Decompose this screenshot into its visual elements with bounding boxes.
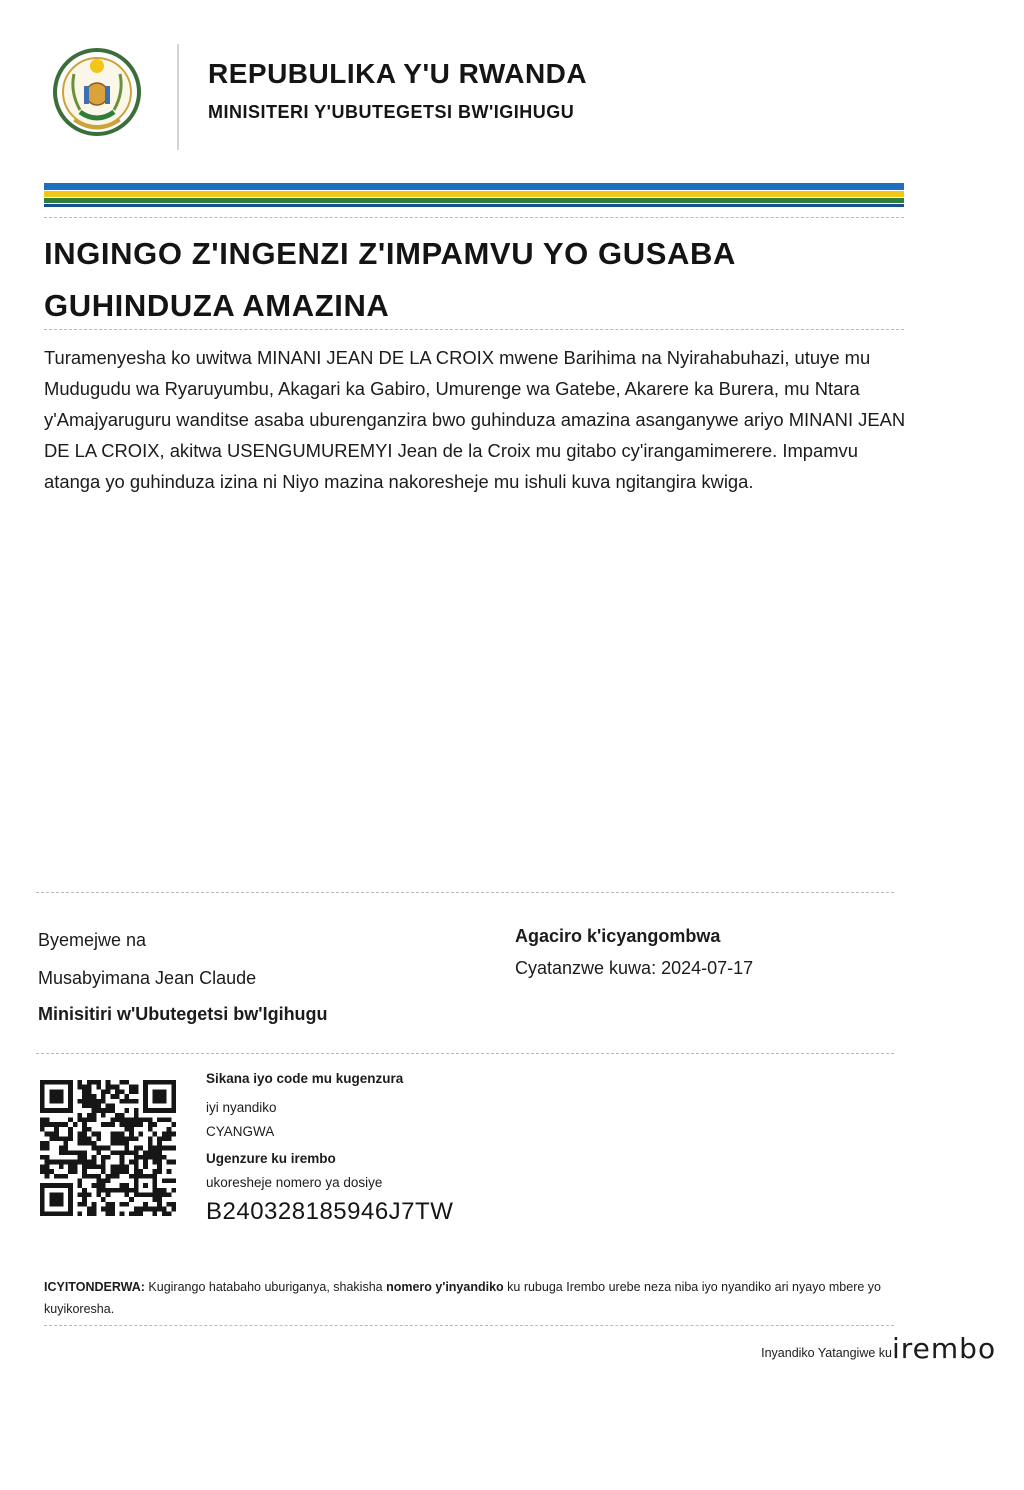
verify-line5: ukoresheje nomero ya dosiye bbox=[206, 1175, 383, 1190]
verify-line3: CYANGWA bbox=[206, 1124, 275, 1139]
notice-label: ICYITONDERWA: bbox=[44, 1280, 145, 1294]
separator bbox=[36, 892, 894, 893]
notice-text-1: Kugirango hatabaho uburiganya, shakisha bbox=[144, 1280, 387, 1294]
approver-title: Minisitiri w'Ubutegetsi bw'Igihugu bbox=[38, 1004, 328, 1024]
document-title-line2: GUHINDUZA AMAZINA bbox=[44, 288, 390, 323]
flag-color-band bbox=[44, 183, 904, 209]
verify-line2: iyi nyandiko bbox=[206, 1100, 277, 1115]
irembo-logo: irembo bbox=[892, 1332, 997, 1365]
approved-by-label: Byemejwe na bbox=[38, 930, 147, 950]
issued-by-label: Inyandiko Yatangiwe ku bbox=[761, 1346, 892, 1360]
document-title bbox=[44, 228, 904, 332]
rwanda-coat-of-arms-icon bbox=[50, 44, 144, 140]
ministry-name: MINISITERI Y'UBUTEGETSI BW'IGIHUGU bbox=[208, 102, 575, 122]
verify-line4: Ugenzure ku irembo bbox=[206, 1151, 336, 1166]
reference-number: B240328185946J7TW bbox=[206, 1198, 454, 1225]
separator bbox=[36, 1053, 894, 1054]
separator bbox=[44, 217, 904, 218]
separator bbox=[44, 1325, 894, 1326]
notice bbox=[44, 1276, 894, 1320]
issue-date: Cyatanzwe kuwa: 2024-07-17 bbox=[515, 958, 754, 978]
document-body: Turamenyesha ko uwitwa MINANI JEAN DE LA CROIX mwene Barihima na Nyirahabuhazi, utuye mu Mudugudu wa Ryaruyumbu, Akagari ka Gabiro, Umurenge wa Gatebe, Akarere ka Burera, mu Ntara y'Amajyaruguru wanditse asaba uburenganzira bwo guhinduza amazina asanganywe ariyo MINANI JEAN DE LA CROIX, akitwa USENGUMUREMYI Jean de la Croix mu gitabo cy'irangamimerere. Impamvu atanga yo guhinduza izina ni Niyo mazina nakoresheje mu ishuli kuva ngitangira kwiga. bbox=[44, 347, 906, 492]
header-divider bbox=[177, 44, 179, 150]
separator bbox=[44, 329, 904, 330]
qr-code-icon bbox=[40, 1078, 176, 1218]
validity-label: Agaciro k'icyangombwa bbox=[515, 926, 721, 946]
approver-name: Musabyimana Jean Claude bbox=[38, 968, 257, 988]
republic-name: REPUBULIKA Y'U RWANDA bbox=[208, 58, 588, 89]
notice-text-2: ku rubuga Irembo urebe neza niba iyo nyandiko ari nyayo mbere yo kuyikoresha. bbox=[44, 1280, 881, 1316]
notice-emphasis: nomero y'inyandiko bbox=[386, 1280, 504, 1294]
document-title-line1: INGINGO Z'INGENZI Z'IMPAMVU YO GUSABA bbox=[44, 236, 736, 271]
verify-line1: Sikana iyo code mu kugenzura bbox=[206, 1071, 404, 1086]
